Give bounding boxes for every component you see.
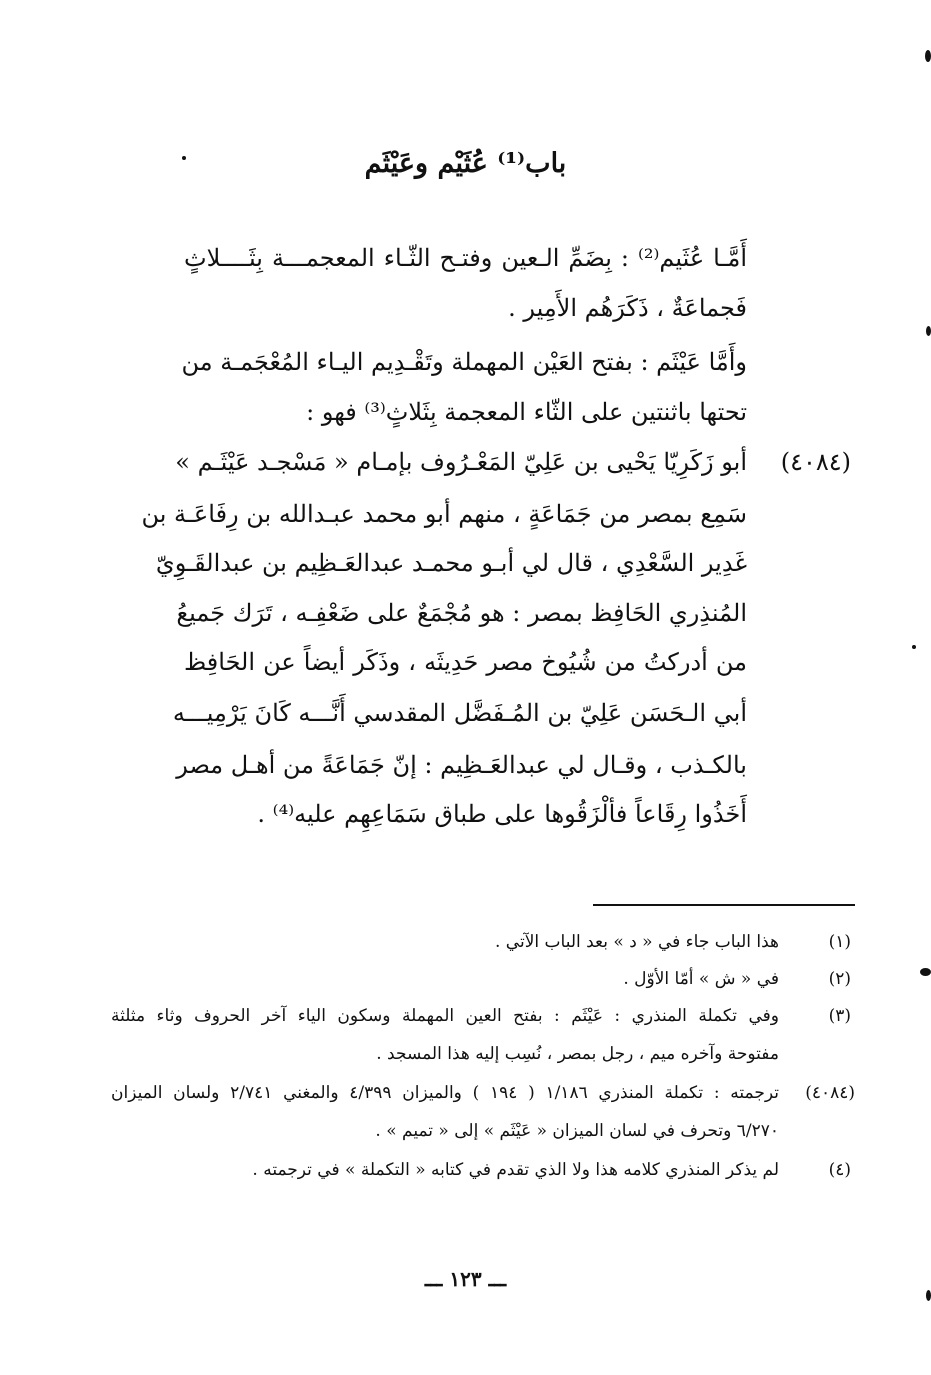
entry-line: غَدِير السَّعْدِي ، قال لي أبـو محمـد عبدالعَـظِيم بن عبدالقَـوِيّ bbox=[155, 549, 747, 577]
entry-number: (٤٠٨٤) bbox=[780, 448, 851, 476]
chapter-heading: باب⁽¹⁾ عُثَيْم وعَيْثَم bbox=[364, 148, 567, 179]
footnote-line: مفتوحة وآخره ميم ، رجل بمصر ، نُسِب إليه هذا المسجد . bbox=[376, 1044, 779, 1064]
entry-line: المُنذِري الحَافِظ بمصر : هو مُجْمَعٌ على ضَعْفِـه ، تَرَك جَميعُ bbox=[176, 599, 747, 627]
scan-speck bbox=[920, 968, 931, 976]
entry-line: من أدركتُ من شُيُوخ مصر حَدِيثَه ، وذَكَر أيضاً عن الحَافِظ bbox=[184, 648, 747, 676]
footnote-line: هذا الباب جاء في « د » بعد الباب الآتي . bbox=[494, 932, 779, 952]
body-line: تحتها باثنتين على الثّاء المعجمة بِثَلاثٍ⁽³⁾ فهو : bbox=[306, 398, 747, 426]
body-line: وأَمَّا عَيْثَم : بفتح العَيْن المهملة وتَقْـدِيم اليـاء المُعْجَمـة من bbox=[181, 348, 747, 376]
footnote-divider bbox=[593, 904, 855, 906]
page-number: ـــ ١٢٣ ـــ bbox=[424, 1267, 507, 1291]
scan-speck bbox=[926, 1290, 931, 1301]
footnote-number: (١) bbox=[828, 932, 851, 952]
footnote-number: (٤٠٨٤) bbox=[805, 1083, 855, 1103]
body-line: فَجماعَةٌ ، ذَكَرَهُم الأَمِير . bbox=[508, 294, 747, 322]
entry-line: أبي الـحَسَن عَلِيّ بن المُـفَضَّل المقدسي أَنَّـــه كَانَ يَرْمِيـــه bbox=[172, 699, 747, 727]
footnote-line: ترجمته : تكملة المنذري ١/١٨٦ ( ١٩٤ ) والميزان ٤/٣٩٩ والمغني ٢/٧٤١ ولسان الميزان bbox=[111, 1083, 779, 1103]
footnote-line: لم يذكر المنذري كلامه هذا ولا الذي تقدم في كتابه « التكملة » في ترجمته . bbox=[252, 1160, 779, 1180]
scan-speck bbox=[925, 50, 931, 62]
footnote-line: وفي تكملة المنذري : عَيْثَم : بفتح العين المهملة وسكون الياء آخر الحروف وثاء مثلثة bbox=[111, 1006, 779, 1026]
footnote-number: (٢) bbox=[828, 969, 851, 989]
footnote-line: ٦/٢٧٠ وتحرف في لسان الميزان « عَيْثَم » إلى « تميم » . bbox=[375, 1121, 779, 1141]
body-line: أَمَّـا عُثَيم⁽²⁾ : بِضَمِّ الـعين وفتـح الثّـاء المعجمـــة بِثَــــلاثٍ bbox=[184, 244, 747, 272]
scan-speck bbox=[926, 326, 931, 336]
footnote-number: (٣) bbox=[828, 1006, 851, 1026]
entry-line: بالكـذب ، وقـال لي عبدالعَـظِيم : إنّ جَمَاعَةً من أهـل مصر bbox=[176, 751, 747, 779]
footnote-number: (٤) bbox=[828, 1160, 851, 1180]
entry-line: أبو زَكَرِيّا يَحْيى بن عَلِيّ المَعْـرُوف بإمـام « مَسْجـد عَيْثَـم » bbox=[175, 448, 747, 476]
footnote-line: في « ش » أمّا الأوّل . bbox=[623, 969, 779, 989]
scan-speck bbox=[912, 645, 916, 649]
entry-line: أَخَذُوا رِقَاعاً فألْزَقُوها على طباق سَمَاعِهِم عليه⁽⁴⁾ . bbox=[257, 800, 747, 828]
entry-line: سَمِع بمصر من جَمَاعَةٍ ، منهم أبو محمد عبـدالله بن رِفَاعَـة بن bbox=[141, 500, 747, 528]
